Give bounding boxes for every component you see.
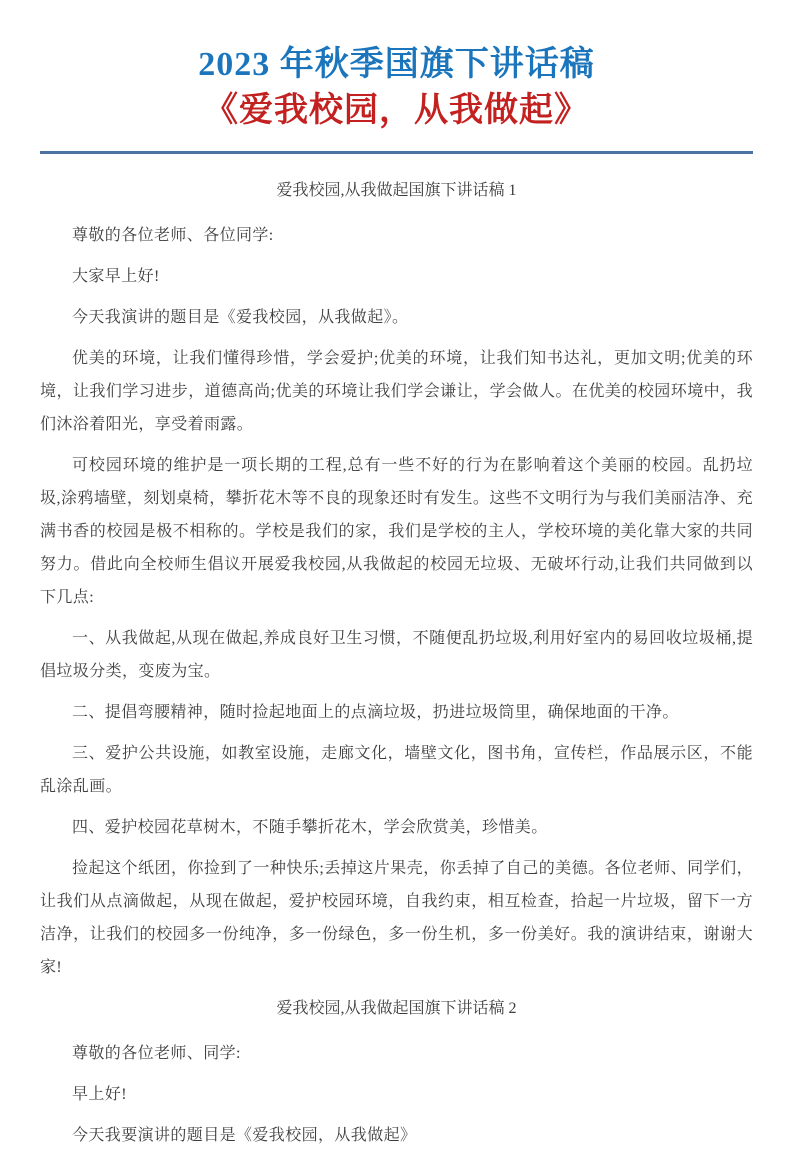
section-2-heading: 爱我校园,从我做起国旗下讲话稿 2: [276, 1000, 517, 1017]
document-subtitle: 《爱我校园，从我做起》: [204, 92, 589, 129]
title-divider: [40, 151, 753, 154]
paragraph-point-4: 四、爱护校园花草树木，不随手攀折花木，学会欣赏美，珍惜美。: [72, 819, 548, 836]
paragraph-point-1: 一、从我做起,从现在做起,养成良好卫生习惯，不随便乱扔垃圾,利用好室内的易回收垃圾桶,提倡垃圾分类，变废为宝。: [40, 630, 753, 680]
paragraph-problems-proposal: 可校园环境的维护是一项长期的工程,总有一些不好的行为在影响着这个美丽的校园。乱扔垃圾,涂鸦墙壁，刻划桌椅，攀折花木等不良的现象还时有发生。这些不文明行为与我们美丽洁净、充满书香的校园是极不相称的。学校是我们的家，我们是学校的主人，学校环境的美化靠大家的共同努力。借此向全校师生倡议开展爱我校园,从我做起的校园无垃圾、无破坏行动,让我们共同做到以下几点:: [40, 457, 753, 606]
paragraph-topic-1: 今天我演讲的题目是《爱我校园，从我做起》。: [72, 309, 409, 326]
paragraph-topic-2: 今天我要演讲的题目是《爱我校园，从我做起》: [72, 1127, 417, 1144]
paragraph-salutation-1: 尊敬的各位老师、各位同学:: [72, 227, 274, 244]
paragraph-salutation-2: 尊敬的各位老师、同学:: [72, 1045, 241, 1062]
paragraph-point-2: 二、提倡弯腰精神，随时捡起地面上的点滴垃圾，扔进垃圾筒里，确保地面的干净。: [72, 704, 679, 721]
document-title: 2023 年秋季国旗下讲话稿: [198, 46, 595, 83]
section-1-heading: 爱我校园,从我做起国旗下讲话稿 1: [276, 182, 517, 199]
paragraph-point-3: 三、爱护公共设施，如教室设施，走廊文化，墙壁文化，图书角，宣传栏，作品展示区，不能乱涂乱画。: [40, 745, 753, 795]
paragraph-greeting-2: 早上好!: [72, 1086, 127, 1103]
paragraph-environment-benefits: 优美的环境，让我们懂得珍惜，学会爱护;优美的环境，让我们知书达礼，更加文明;优美的环境，让我们学习进步，道德高尚;优美的环境让我们学会谦让，学会做人。在优美的校园环境中，我们沐浴着阳光，享受着雨露。: [40, 350, 753, 433]
paragraph-greeting-1: 大家早上好!: [72, 268, 160, 285]
paragraph-closing-1: 捡起这个纸团，你捡到了一种快乐;丢掉这片果壳，你丢掉了自己的美德。各位老师、同学们，让我们从点滴做起，从现在做起，爱护校园环境，自我约束，相互检查，拾起一片垃圾，留下一方洁净，让我们的校园多一份纯净，多一份绿色，多一份生机，多一份美好。我的演讲结束，谢谢大家!: [40, 860, 753, 976]
